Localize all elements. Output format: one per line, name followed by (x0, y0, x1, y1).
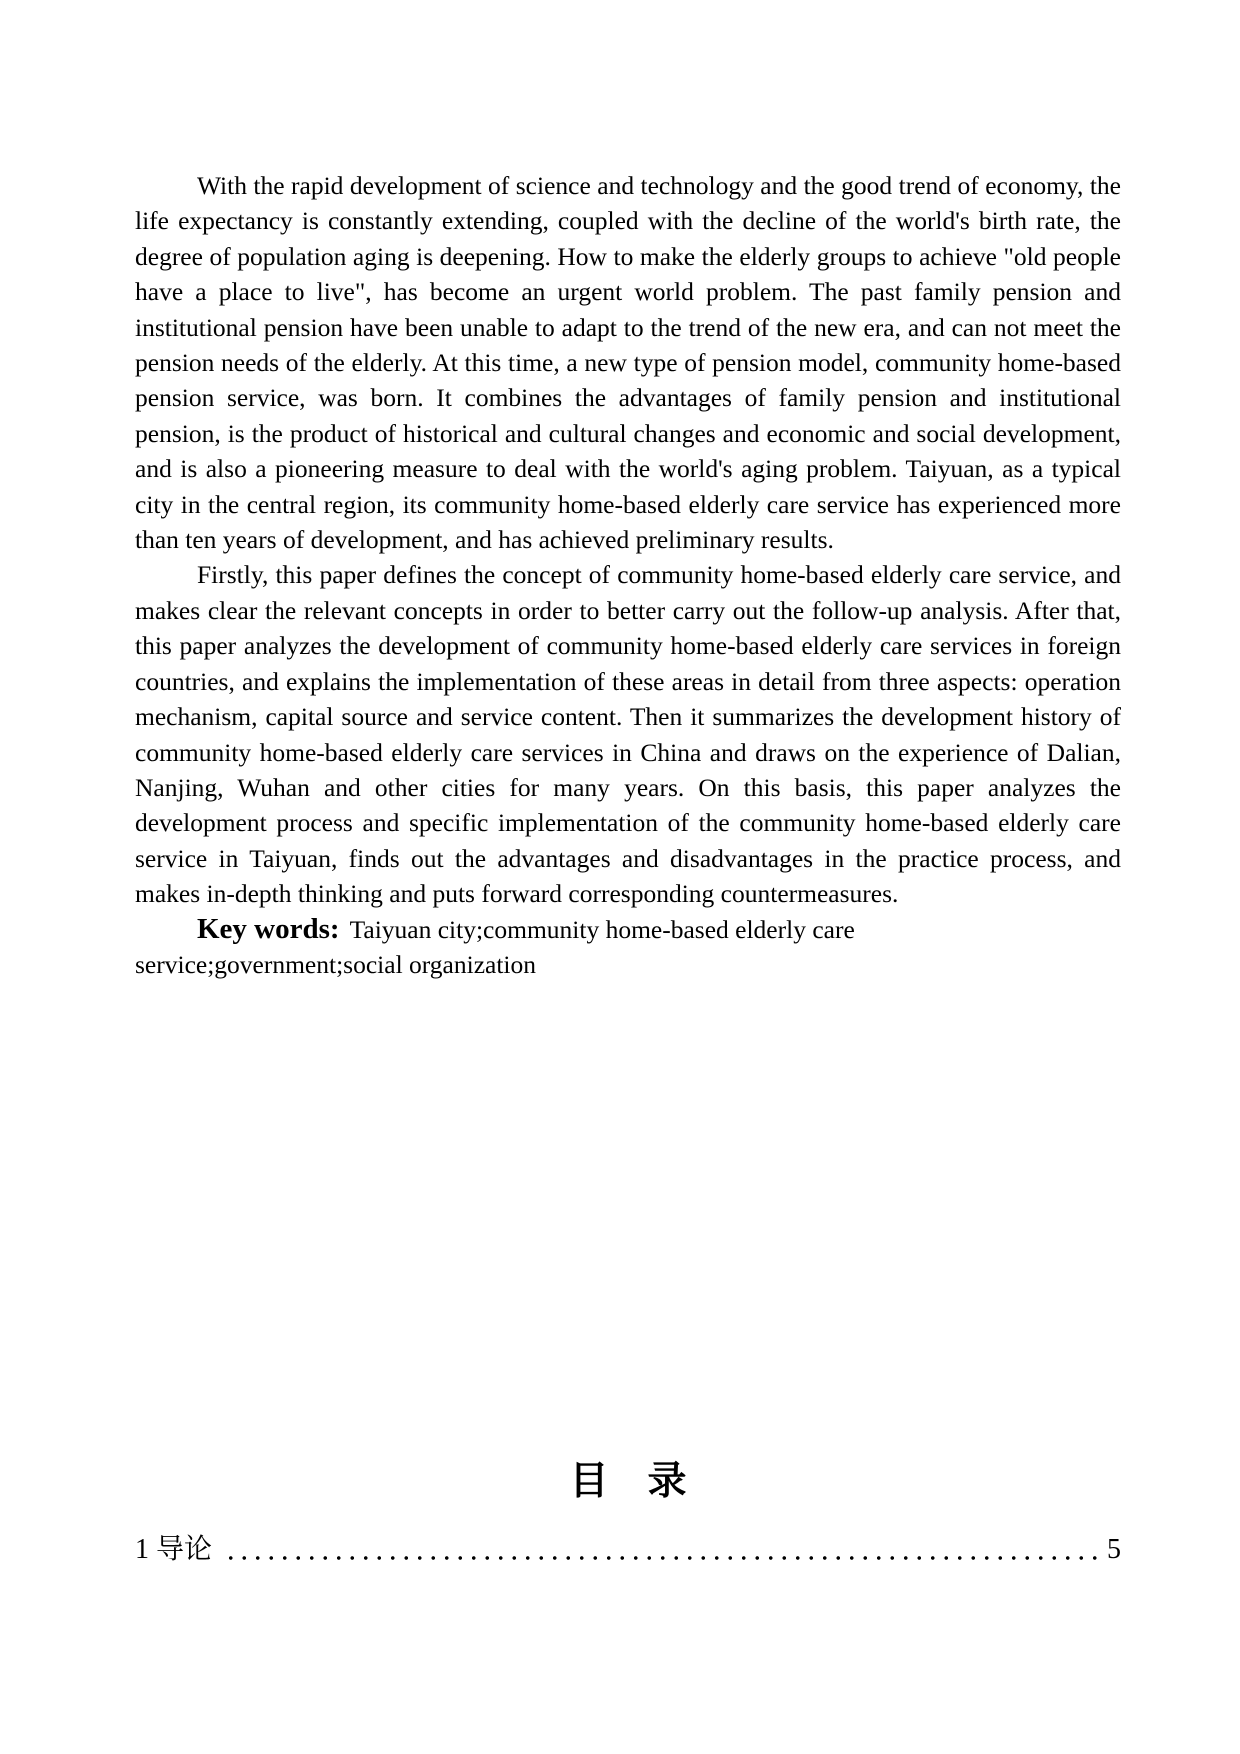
toc-dot-leader (224, 1553, 1103, 1563)
keywords-text: Taiyuan city;community home-based elderly care service;government;social organization (135, 914, 855, 979)
abstract-paragraph-2: Firstly, this paper defines the concept of community home-based elderly care service, and makes clear the relevant concepts in order to better carry out the follow-up analysis. After that, this paper analyzes the development of community home-based elderly care services in foreign countries, and explains the implementation of these areas in detail from three aspects: operation mechanism, capital source and service content. Then it summarizes the development history of community home-based elderly care services in China and draws on the experience of Dalian, Nanjing, Wuhan and other cities for many years. On this basis, this paper analyzes the development process and specific implementation of the community home-based elderly care service in Taiyuan, finds out the advantages and disadvantages in the practice process, and makes in-depth thinking and puts forward corresponding countermeasures. (135, 560, 1121, 909)
keywords-label: Key words: (197, 912, 340, 945)
toc-entry[interactable] (135, 1532, 1121, 1568)
toc-entry-label[interactable]: 1 导论 (135, 1534, 213, 1565)
toc-title: 目 录 (569, 1460, 687, 1503)
keywords-line (135, 912, 1121, 983)
toc-entry-page[interactable]: 5 (1107, 1534, 1121, 1565)
abstract-paragraph-1: With the rapid development of science and technology and the good trend of economy, the life expectancy is constantly extending, coupled with the decline of the world's birth rate, the degree of population aging is deepening. How to make the elderly groups to achieve "old people have a place to live", has become an urgent world problem. The past family pension and institutional pension have been unable to adapt to the trend of the new era, and can not meet the pension needs of the elderly. At this time, a new type of pension model, community home-based pension service, was born. It combines the advantages of family pension and institutional pension, is the product of historical and cultural changes and economic and social development, and is also a pioneering measure to deal with the world's aging problem. Taiyuan, as a typical city in the central region, its community home-based elderly care service has experienced more than ten years of development, and has achieved preliminary results. (135, 171, 1121, 555)
abstract-section (135, 168, 1121, 982)
